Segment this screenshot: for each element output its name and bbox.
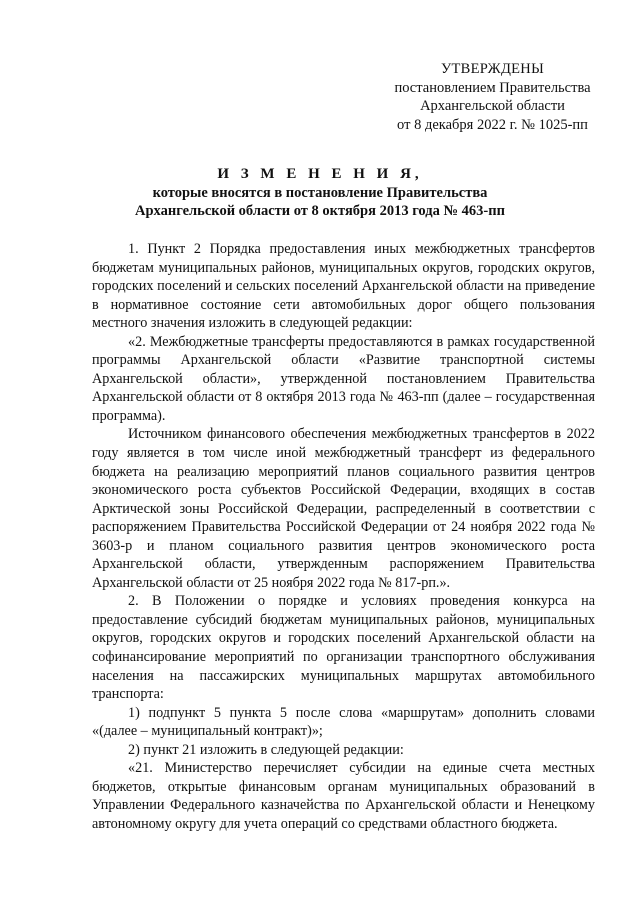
paragraph-3: Источником финансового обеспечения межбюджетных трансфертов в 2022 году является в том числе иной межбюджетный трансферт из федерального бюджета на реализацию мероприятий планов социального развития центров экономического роста субъектов Российской Федерации, входящих в состав Арктической зоны Российской Федерации, распределенный в соответствии с распоряжением Правительства Российской Федерации от 24 ноября 2022 года № 3603-р и планом социального развития центров экономического роста Архангельской области, утвержденным распоряжением Правительства Архангельской области от 25 ноября 2022 года № 817-рп.». (92, 426, 595, 591)
paragraph-5: 1) подпункт 5 пункта 5 после слова «маршрутам» дополнить словами «(далее – муниципальный контракт)»; (92, 704, 595, 740)
title-line-2: Архангельской области от 8 октября 2013 года № 463-пп (135, 203, 505, 219)
document-title (95, 165, 545, 221)
document-body (92, 240, 595, 834)
approval-line-3: от 8 декабря 2022 г. № 1025-пп (397, 116, 588, 133)
paragraph-1: 1. Пункт 2 Порядка предоставления иных межбюджетных трансфертов бюджетам муниципальных районов, муниципальных округов, городских округов, городских поселений и сельских поселений Архангельской области на приведение в нормативное состояние сети автомобильных дорог общего пользования местного значения изложить в следующей редакции: (92, 241, 595, 332)
approval-heading: УТВЕРЖДЕНЫ (440, 61, 545, 77)
approval-stamp (360, 60, 625, 134)
paragraph-4: 2. В Положении о порядке и условиях проведения конкурса на предоставление субсидий бюджетам муниципальных районов, муниципальных округов, городских округов и городских поселений Архангельской области на софинансирование мероприятий по организации транспортного обслуживания населения на пассажирских муниципальных маршрутах автомобильного транспорта: (92, 593, 595, 703)
paragraph-7: «21. Министерство перечисляет субсидии на единые счета местных бюджетов, открытые финансовым органам муниципальных образований в Управлении Федерального казначейства по Архангельской области и Ненецкому автономному округу для учета операций со средствами областного бюджета. (92, 760, 595, 832)
paragraph-2: «2. Межбюджетные трансферты предоставляются в рамках государственной программы Архангельской области «Развитие транспортной системы Архангельской области», утвержденной постановлением Правительства Архангельской области от 8 октября 2013 года № 463-пп (далее – государственная программа). (92, 333, 595, 424)
approval-line-1: постановлением Правительства (394, 79, 591, 96)
title-line-1: которые вносятся в постановление Правительства (152, 184, 488, 201)
paragraph-6: 2) пункт 21 изложить в следующей редакции: (128, 741, 404, 758)
approval-line-2: Архангельской области (420, 98, 565, 114)
title-heading: И З М Е Н Е Н И Я, (217, 166, 423, 182)
